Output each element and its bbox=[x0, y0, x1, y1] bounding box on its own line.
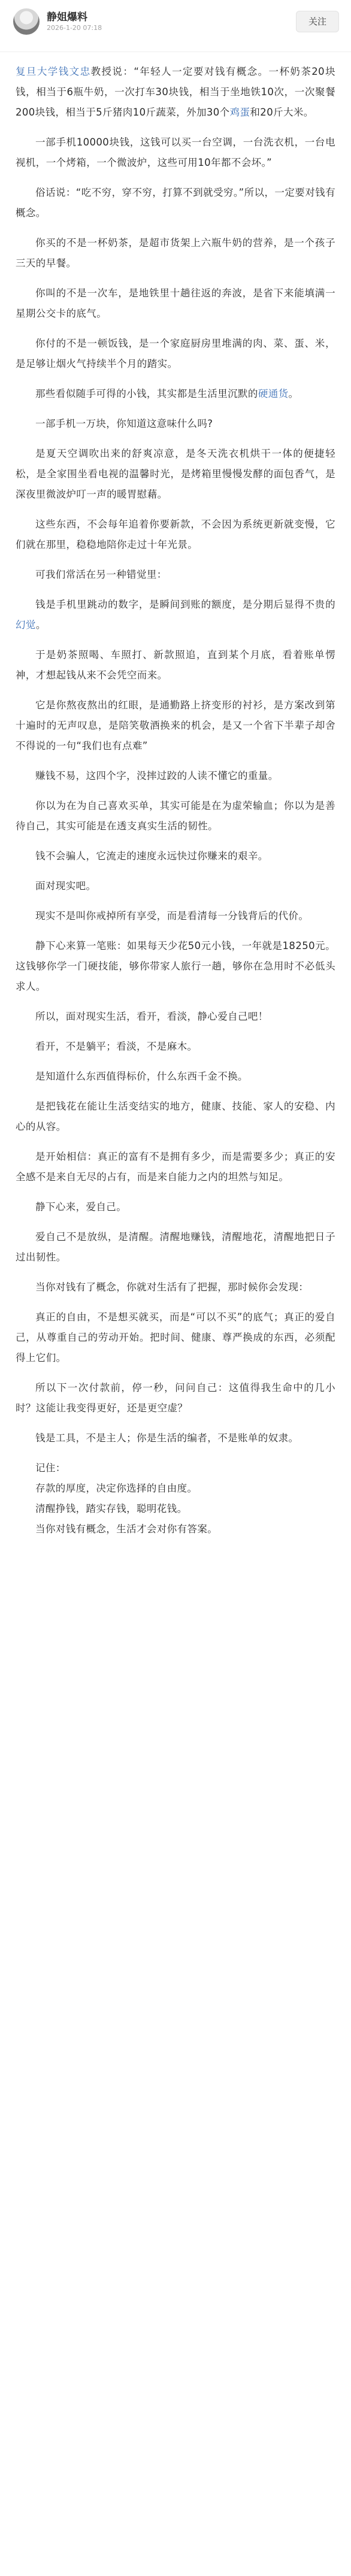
author-name[interactable]: 静姐爆料 bbox=[47, 11, 87, 23]
user-avatar-icon[interactable] bbox=[13, 8, 40, 35]
post-header bbox=[0, 0, 351, 52]
body-paragraph: 是夏天空调吹出来的舒爽凉意，是冬天洗衣机烘干一体的便捷轻松，是全家围坐看电视的温馨时光，是烤箱里慢慢发酵的面包香气，是深夜里微波炉叮一声的暖胃慰藉。 bbox=[16, 448, 335, 500]
follow-button[interactable]: 关注 bbox=[296, 11, 339, 32]
body-paragraph: 是把钱花在能让生活变结实的地方，健康、技能、家人的安稳、内心的从容。 bbox=[16, 1101, 335, 1132]
body-paragraph: 看开，不是躺平；看淡，不是麻木。 bbox=[35, 1041, 198, 1052]
article-body bbox=[0, 52, 351, 1539]
body-paragraph: 当你对钱有了概念，你就对生活有了把握，那时候你会发现： bbox=[35, 1281, 309, 1293]
body-paragraph: 爱自己不是放纵，是清醒。清醒地赚钱，清醒地花，清醒地把日子过出韧性。 bbox=[16, 1231, 335, 1263]
post-timestamp: 2026-1-20 07:18 bbox=[47, 24, 102, 32]
memo-line: 清醒挣钱，踏实存钱，聪明花钱。 bbox=[35, 1503, 187, 1514]
memo-line: 当你对钱有概念，生活才会对你有答案。 bbox=[35, 1523, 218, 1535]
intro-quote-a: “年轻人一定要对钱有概念。一杯奶茶20块钱，相当于6瓶牛奶，一次打车30块钱，相当于坐地铁10次，一次聚餐200块钱，相当于5斤猪肉10斤蔬菜，外加30个 bbox=[16, 66, 335, 118]
body-paragraph: 是开始相信：真正的富有不是拥有多少，而是需要多少；真正的安全感不是来自无尽的占有，而是来自能力之内的坦然与知足。 bbox=[16, 1151, 335, 1183]
keyword-link[interactable]: 硬通货 bbox=[258, 388, 289, 399]
body-paragraph: 于是奶茶照喝、车照打、新款照追，直到某个月底，看着账单愣神，才想起钱从来不会凭空而来。 bbox=[16, 649, 335, 681]
memo-line: 存款的厚度，决定你选择的自由度。 bbox=[35, 1483, 198, 1494]
intro-lead: 教授说： bbox=[90, 66, 134, 77]
body-paragraph bbox=[16, 384, 335, 404]
memo-block bbox=[16, 1458, 335, 1539]
egg-link[interactable]: 鸡蛋 bbox=[229, 107, 250, 118]
intro-quote-b: 和20斤大米。 bbox=[250, 107, 314, 118]
keyword-link[interactable]: 幻觉 bbox=[16, 619, 36, 631]
intro-paragraph bbox=[16, 62, 335, 123]
source-link[interactable]: 复旦大学钱文忠 bbox=[16, 66, 91, 77]
body-paragraph: 钱不会骗人，它流走的速度永远快过你赚来的艰辛。 bbox=[35, 850, 268, 862]
paragraph-text: 那些看似随手可得的小钱，其实都是生活里沉默的 bbox=[35, 388, 258, 399]
paragraph-text: 。 bbox=[288, 388, 299, 399]
body-paragraph: 现实不是叫你戒掉所有享受，而是看清每一分钱背后的代价。 bbox=[35, 910, 309, 922]
body-paragraph: 所以下一次付款前，停一秒，问问自己：这值得我生命中的几小时？这能让我变得更好，还是更空虚？ bbox=[16, 1382, 335, 1414]
body-paragraph: 它是你熬夜熬出的红眼，是通勤路上挤变形的衬衫，是方案改到第十遍时的无声叹息，是陪笑敬酒换来的机会，是又一个省下半辈子却舍不得说的一句“我们也有点难” bbox=[16, 699, 335, 751]
body-paragraph: 你叫的不是一次车，是地铁里十趟往返的奔波，是省下来能填满一星期公交卡的底气。 bbox=[16, 287, 335, 319]
body-paragraph: 所以，面对现实生活，看开，看淡，静心爱自己吧！ bbox=[35, 1011, 268, 1022]
body-paragraph: 一部手机10000块钱，这钱可以买一台空调，一台洗衣机，一台电视机，一个烤箱，一个微波炉，这些可用10年都不会坏。” bbox=[16, 137, 335, 168]
body-paragraph: 可我们常活在另一种错觉里： bbox=[35, 569, 167, 580]
body-paragraph: 这些东西，不会每年追着你要新款，不会因为系统更新就变慢，它们就在那里，稳稳地陪你走过十年光景。 bbox=[16, 519, 335, 550]
body-paragraph: 一部手机一万块，你知道这意味什么吗? bbox=[35, 418, 213, 429]
body-paragraph: 赚钱不易，这四个字，没摔过跤的人读不懂它的重量。 bbox=[35, 770, 279, 781]
body-paragraph: 俗话说：“吃不穷，穿不穷，打算不到就受穷。”所以，一定要对钱有概念。 bbox=[16, 187, 335, 219]
body-paragraph: 你买的不是一杯奶茶，是超市货架上六瓶牛奶的营养，是一个孩子三天的早餐。 bbox=[16, 237, 335, 269]
paragraph-text: 钱是手机里跳动的数字，是瞬间到账的额度，是分期后显得不贵的 bbox=[35, 599, 335, 610]
body-paragraph: 钱是工具，不是主人；你是生活的编者，不是账单的奴隶。 bbox=[35, 1432, 299, 1444]
body-paragraph: 你付的不是一顿饭钱，是一个家庭厨房里堆满的肉、菜、蛋、米，是足够让烟火气持续半个月的踏实。 bbox=[16, 338, 335, 369]
body-paragraph: 是知道什么东西值得标价，什么东西千金不换。 bbox=[35, 1071, 248, 1082]
body-paragraph: 静下心来算一笔账：如果每天少花50元小钱，一年就是18250元。这钱够你学一门硬技能，够你带家人旅行一趟，够你在急用时不必低头求人。 bbox=[16, 940, 335, 992]
body-paragraph: 面对现实吧。 bbox=[35, 880, 96, 892]
paragraph-text: 。 bbox=[35, 619, 46, 631]
memo-title: 记住： bbox=[35, 1462, 66, 1474]
body-paragraph: 静下心来，爱自己。 bbox=[35, 1201, 127, 1213]
body-paragraph: 你以为在为自己喜欢买单，其实可能是在为虚荣输血；你以为是善待自己，其实可能是在透支真实生活的韧性。 bbox=[16, 800, 335, 832]
body-paragraph bbox=[16, 595, 335, 635]
body-paragraph: 真正的自由，不是想买就买，而是“可以不买”的底气；真正的爱自己，从尊重自己的劳动开始。把时间、健康、尊严换成的东西，必须配得上它们。 bbox=[16, 1311, 335, 1363]
